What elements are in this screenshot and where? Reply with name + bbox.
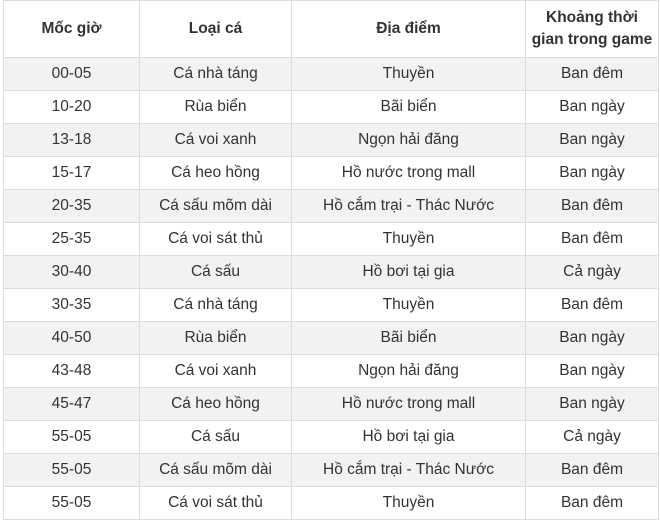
table-row bbox=[4, 91, 659, 124]
table-row bbox=[4, 421, 659, 454]
table-row bbox=[4, 388, 659, 421]
table-row bbox=[4, 157, 659, 190]
location-cell: Hồ cắm trại - Thác Nước bbox=[292, 190, 526, 223]
header-time-mark: Mốc giờ bbox=[4, 1, 140, 58]
ingame-period-cell: Ban ngày bbox=[526, 388, 659, 421]
fish-type-cell: Rùa biển bbox=[140, 91, 292, 124]
table-row bbox=[4, 322, 659, 355]
location-cell: Hồ bơi tại gia bbox=[292, 421, 526, 454]
table-body bbox=[4, 58, 659, 520]
fish-type-cell: Cá sấu bbox=[140, 421, 292, 454]
ingame-period-cell: Ban đêm bbox=[526, 190, 659, 223]
table-row bbox=[4, 223, 659, 256]
ingame-period-cell: Cả ngày bbox=[526, 421, 659, 454]
header-fish-type: Loại cá bbox=[140, 1, 292, 58]
ingame-period-cell: Ban ngày bbox=[526, 157, 659, 190]
fish-type-cell: Cá heo hồng bbox=[140, 157, 292, 190]
fish-type-cell: Cá heo hồng bbox=[140, 388, 292, 421]
ingame-period-cell: Cả ngày bbox=[526, 256, 659, 289]
time-mark-cell: 10-20 bbox=[4, 91, 140, 124]
table-row bbox=[4, 289, 659, 322]
fish-type-cell: Cá sấu mõm dài bbox=[140, 190, 292, 223]
time-mark-cell: 45-47 bbox=[4, 388, 140, 421]
fish-type-cell: Cá voi xanh bbox=[140, 355, 292, 388]
time-mark-cell: 15-17 bbox=[4, 157, 140, 190]
location-cell: Hồ nước trong mall bbox=[292, 157, 526, 190]
ingame-period-cell: Ban đêm bbox=[526, 223, 659, 256]
table-row bbox=[4, 58, 659, 91]
table-header-row bbox=[4, 1, 659, 58]
location-cell: Hồ cắm trại - Thác Nước bbox=[292, 454, 526, 487]
time-mark-cell: 13-18 bbox=[4, 124, 140, 157]
fish-type-cell: Cá nhà táng bbox=[140, 289, 292, 322]
ingame-period-cell: Ban ngày bbox=[526, 124, 659, 157]
fish-type-cell: Cá sấu mõm dài bbox=[140, 454, 292, 487]
fish-type-cell: Cá voi sát thủ bbox=[140, 487, 292, 520]
table-row bbox=[4, 487, 659, 520]
location-cell: Hồ bơi tại gia bbox=[292, 256, 526, 289]
time-mark-cell: 30-40 bbox=[4, 256, 140, 289]
location-cell: Bãi biển bbox=[292, 322, 526, 355]
location-cell: Thuyền bbox=[292, 289, 526, 322]
time-mark-cell: 55-05 bbox=[4, 421, 140, 454]
time-mark-cell: 00-05 bbox=[4, 58, 140, 91]
ingame-period-cell: Ban đêm bbox=[526, 289, 659, 322]
location-cell: Thuyền bbox=[292, 58, 526, 91]
table-row bbox=[4, 256, 659, 289]
ingame-period-cell: Ban ngày bbox=[526, 91, 659, 124]
time-mark-cell: 55-05 bbox=[4, 454, 140, 487]
location-cell: Bãi biển bbox=[292, 91, 526, 124]
time-mark-cell: 43-48 bbox=[4, 355, 140, 388]
location-cell: Ngọn hải đăng bbox=[292, 124, 526, 157]
ingame-period-cell: Ban đêm bbox=[526, 454, 659, 487]
time-mark-cell: 55-05 bbox=[4, 487, 140, 520]
location-cell: Ngọn hải đăng bbox=[292, 355, 526, 388]
time-mark-cell: 25-35 bbox=[4, 223, 140, 256]
table-row bbox=[4, 190, 659, 223]
table-row bbox=[4, 355, 659, 388]
location-cell: Thuyền bbox=[292, 223, 526, 256]
time-mark-cell: 40-50 bbox=[4, 322, 140, 355]
ingame-period-cell: Ban ngày bbox=[526, 322, 659, 355]
ingame-period-cell: Ban đêm bbox=[526, 487, 659, 520]
header-ingame-period: Khoảng thời gian trong game bbox=[526, 1, 659, 58]
table-row bbox=[4, 454, 659, 487]
fish-type-cell: Cá sấu bbox=[140, 256, 292, 289]
fish-type-cell: Cá nhà táng bbox=[140, 58, 292, 91]
ingame-period-cell: Ban đêm bbox=[526, 58, 659, 91]
time-mark-cell: 30-35 bbox=[4, 289, 140, 322]
fish-type-cell: Rùa biển bbox=[140, 322, 292, 355]
fish-type-cell: Cá voi sát thủ bbox=[140, 223, 292, 256]
location-cell: Hồ nước trong mall bbox=[292, 388, 526, 421]
location-cell: Thuyền bbox=[292, 487, 526, 520]
fishing-schedule-table bbox=[3, 0, 659, 520]
fish-type-cell: Cá voi xanh bbox=[140, 124, 292, 157]
ingame-period-cell: Ban ngày bbox=[526, 355, 659, 388]
header-location: Địa điểm bbox=[292, 1, 526, 58]
time-mark-cell: 20-35 bbox=[4, 190, 140, 223]
table-row bbox=[4, 124, 659, 157]
